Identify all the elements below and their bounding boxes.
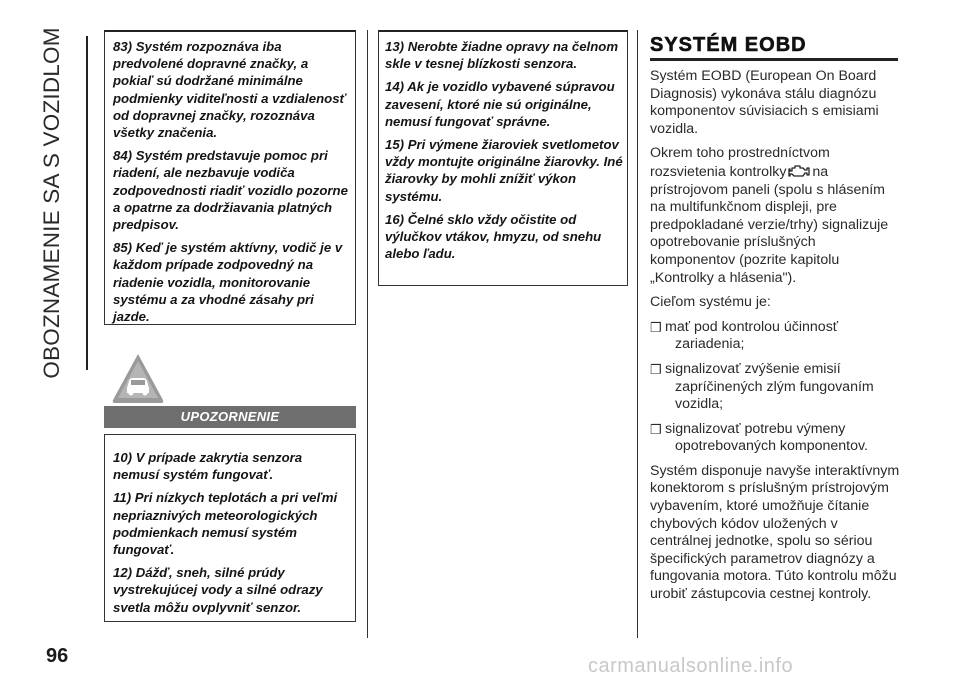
note-text: V prípade zakrytia senzora nemusí systém fungovať. [113,450,303,483]
note-number: 84) [113,148,133,164]
eobd-section-body [650,68,900,611]
note-item [385,136,625,205]
note-number: 11) [113,490,132,506]
engine-check-icon [788,163,810,179]
eobd-purpose-text-rest: opotrebovaných komponentov. [675,438,868,455]
note-text: Systém predstavuje pomoc pri riadení, ale nezbavuje vodiča zodpovednosti riadiť vozidlo pozorne a opatrne za dodržiavania platných predpisov. [113,148,348,233]
eobd-purpose-lead: Cieľom systému je: [650,294,771,311]
eobd-intro-paragraph: Systém EOBD (European On Board Diagnosis) vykonáva stálu diagnózu komponentov súvisiacich s emisiami vozidla. [650,68,879,137]
note-item [385,211,625,263]
side-divider [86,36,88,370]
column-divider-left [367,30,368,638]
left-notes-box [104,31,356,325]
note-item [113,239,351,325]
left-notes-list [113,38,351,325]
eobd-purpose-text-line1: signalizovať potrebu výmeny [665,420,846,437]
middle-notes-list [385,38,625,262]
middle-notes-box [378,31,628,286]
note-number: 83) [113,39,133,54]
eobd-purpose-item [650,319,900,354]
note-text: Systém rozpoznáva iba predvolené dopravné značky, a pokiaľ sú dodržané minimálne podmienky viditeľnosti a vzdialenosť od dopravnej značky, rozoznáva všetky značenia. [113,39,346,141]
note-text: Ak je vozidlo vybavené súpravou zavesení, ktoré nie sú originálne, nemusí fungovať správne. [385,79,615,129]
note-item [113,489,351,558]
warning-notes-box [104,434,356,622]
watermark: carmanualsonline.info [588,655,794,677]
note-item [113,449,351,483]
eobd-purpose-list [650,319,900,456]
eobd-purpose-text-rest: zariadenia; [675,336,745,353]
eobd-purpose-item [650,421,900,456]
eobd-purpose-item [650,361,900,414]
note-number: 14) [385,79,405,95]
note-number: 16) [385,211,405,227]
note-item [113,564,351,616]
warning-title-bar: UPOZORNENIE [104,406,356,428]
eobd-purpose-text-rest: zapríčinených zlým fungovaním vozidla; [675,378,874,413]
eobd-closing-paragraph: Systém disponuje navyše interaktívnym konektorom s príslušným prístrojovým vybavením, ktoré umožňuje čítanie chybových kódov uložených v centrálnej jednotke, spolu so sériou špecifických parametrov diagnózy a fungovania motora. Túto kontrolu môžu urobiť zástupcovia cestnej kontroly. [650,462,900,603]
note-number: 15) [385,137,405,153]
car-warning-triangle-icon [110,350,166,406]
note-item [113,147,351,233]
eobd-purpose-text-line1: mať pod kontrolou účinnosť [665,318,839,335]
note-text: Pri nízkych teplotách a pri veľmi nepriaznivých meteorologických podmienkach nemusí systém fungovať. [113,490,338,558]
eobd-title-underline [650,58,898,61]
side-chapter-title-text: OBOZNAMENIE SA S VOZIDLOM [39,27,64,379]
column-divider-right [637,30,638,638]
checkbox-bullet-icon: ❒ [650,319,662,335]
eobd-section-title: SYSTÉM EOBD [650,34,807,56]
note-text: Dážď, sneh, silné prúdy vystrekujúcej vody a silné odrazy svetla môžu ovplyvniť senzor. [113,565,323,615]
note-text: Čelné sklo vždy očistite od výlučkov vtákov, hmyzu, od snehu alebo ľadu. [385,211,602,262]
side-chapter-title [32,27,72,379]
checkbox-bullet-icon: ❒ [650,361,662,377]
eobd-purpose-text [664,421,900,456]
eobd-para2-lead: Okrem toho prostredníctvom rozsvietenia kontrolky [650,145,830,180]
note-number: 13) [385,39,405,54]
note-number: 12) [113,565,133,581]
note-text: Pri výmene žiaroviek svetlometov vždy montujte originálne žiarovky. Iné žiarovky by mohli znížiť výkon systému. [385,137,623,204]
note-text: Keď je systém aktívny, vodič je v každom prípade zodpovedný na riadenie vozidla, monitorovanie systému a za vhodné zásahy pri jazde. [113,240,343,325]
note-item [385,38,625,72]
warning-notes-list [113,449,351,616]
eobd-warning-light-paragraph [650,145,900,287]
checkbox-bullet-icon: ❒ [650,421,662,437]
note-item [385,78,625,130]
eobd-purpose-text [664,361,900,414]
page-number: 96 [46,645,69,667]
note-number: 10) [113,450,133,465]
note-number: 85) [113,240,133,256]
eobd-purpose-text [664,319,900,354]
note-item [113,38,351,141]
eobd-para2-tail: na prístrojovom paneli (spolu s hlásením na multifunkčnom displeji, pre predpokladané verzie/trhy) signalizuje opotrebovanie príslušných komponentov (pozrite kapitolu „Kontrolky a hlásenia"). [650,163,889,286]
note-text: Nerobte žiadne opravy na čelnom skle v tesnej blízkosti senzora. [385,39,619,72]
eobd-purpose-text-line1: signalizovať zvýšenie emisií [665,360,841,377]
